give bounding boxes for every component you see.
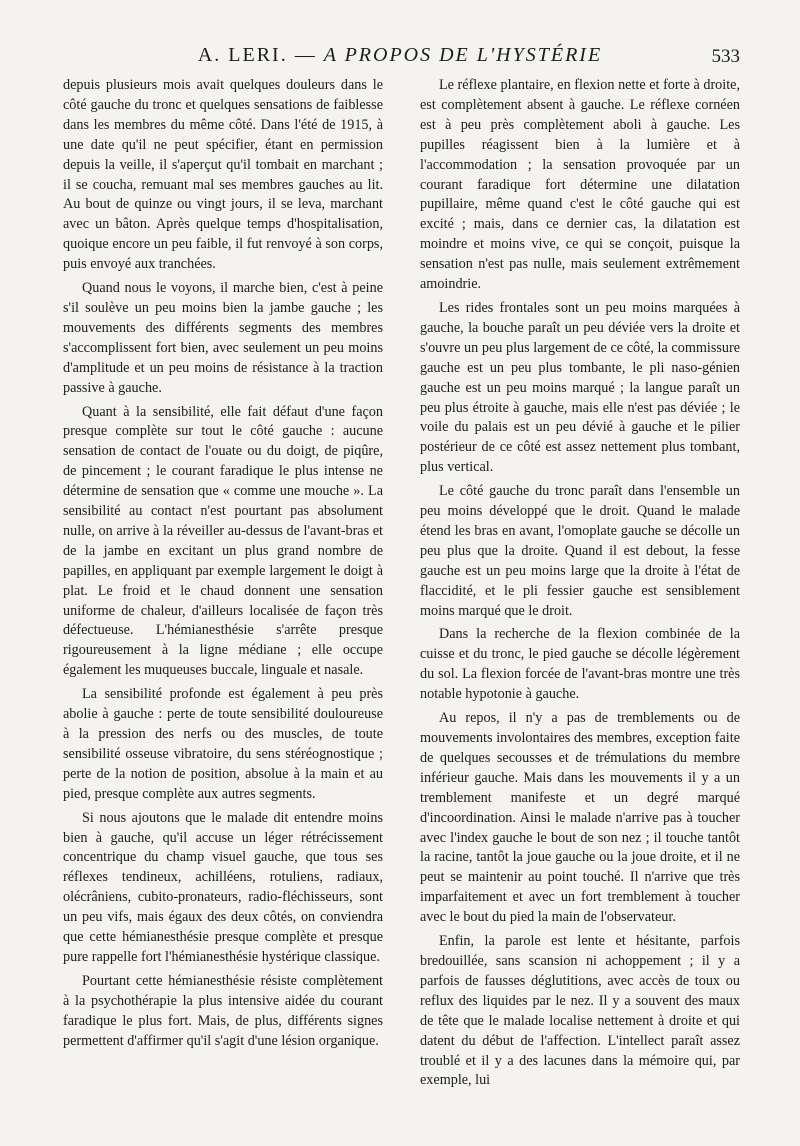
running-title: [60, 44, 740, 67]
running-author: A. LERI.: [197, 44, 288, 66]
paragraph: Pourtant cette hémianesthésie résiste complètement à la psychothérapie la plus intensive aidée du courant faradique le plus fort. Mais, de plus, différents signes permettent d'affirmer qu'il s'agit d'une lésion organique.: [63, 972, 383, 1049]
paragraph: Enfin, la parole est lente et hésitante, parfois bredouillée, sans scansion ni achoppement ; il y a parfois de fausses déglutitions, avec accès de toux ou reflux des liquides par le nez. Il y a souvent des maux de tête que le malade localise nettement à droite et qui datent du début de l'affection. L'intellect paraît assez troublé et il y a des lacunes dans la mémoire qui, par exemple, lui: [420, 933, 740, 1089]
running-article-title: A PROPOS DE L'HYSTÉRIE: [323, 44, 603, 66]
left-column: [63, 76, 383, 1056]
right-column: [420, 76, 740, 1095]
running-head: [60, 40, 740, 74]
paragraph: Au repos, il n'y a pas de tremblements ou de mouvements involontaires des membres, exception faite de quelques secousses et de trémulations du membre inférieur gauche. Mais dans les mouvements il y a un tremblement manifeste et un degré marqué d'incoordination. Ainsi le malade n'arrive pas à toucher avec l'index gauche le bout de son nez ; il touche tantôt la racine, tantôt la joue gauche ou la joue droite, et il ne peut se maintenir au point touché. Il n'arrive que très imparfaitement et avec un fort tremblement à toucher avec le bout du pied la main de l'observateur.: [420, 710, 740, 926]
paragraph: Quant à la sensibilité, elle fait défaut d'une façon presque complète sur tout le côté gauche : aucune sensation de contact de l'ouate ou du doigt, de piqûre, de pincement ; le courant faradique le plus intense ne détermine de sensation que « comme une mouche ». La sensibilité au contact n'est pourtant pas absolument nulle, on arrive à la réveiller au-dessus de l'avant-bras et de la jambe en excitant un plus grand nombre de papilles, en appliquant par exemple largement le doigt à plat. Le froid et le chaud donnent une sensation uniforme de chaleur, d'ailleurs localisée de façon très défectueuse. L'hémianesthésie s'arrête presque rigoureusement à la ligne médiane ; elle occupe également les muqueuses buccale, linguale et nasale.: [63, 403, 383, 679]
paragraph: Le réflexe plantaire, en flexion nette et forte à droite, est complètement absent à gauche. Le réflexe cornéen est à peu près complètement aboli à gauche. Les pupilles réagissent bien à la lumière et à l'accommodation ; la sensation provoquée par un courant faradique fort détermine une dilatation pupillaire, même quand c'est le côté gauche qui est excité ; mais, dans ce dernier cas, la dilatation est moindre et moins vive, ce qui se conçoit, puisque la sensation n'est pas nulle, mais seulement extrêmement amoindrie.: [420, 77, 740, 293]
paragraph: Les rides frontales sont un peu moins marquées à gauche, la bouche paraît un peu déviée vers la droite et s'ouvre un peu plus largement de ce côté, la commissure gauche est un peu plus tombante, le pli naso-génien gauche est un peu moins marqué ; la langue paraît un peu plus étroite à gauche, mais elle n'est pas déviée ; le voile du palais est un peu dévié à gauche et le pilier postérieur de ce côté est assez nettement plus tombant, plus vertical.: [420, 299, 740, 476]
page-number: 533: [711, 46, 740, 67]
paragraph: Quand nous le voyons, il marche bien, c'est à peine s'il soulève un peu moins bien la jambe gauche ; les mouvements des différents segments des membres s'accomplissent fort bien, avec seulement un peu moins d'amplitude et un peu moins de résistance à la traction passive à gauche.: [63, 280, 383, 396]
paragraph: Dans la recherche de la flexion combinée de la cuisse et du tronc, le pied gauche se décolle légèrement du sol. La flexion forcée de l'avant-bras montre une très notable hypotonie à gauche.: [420, 626, 740, 703]
running-separator: —: [287, 44, 324, 66]
paragraph: depuis plusieurs mois avait quelques douleurs dans le côté gauche du tronc et quelques sensations de faiblesse dans les membres du même côté. Dans l'été de 1915, à une date qu'il ne peut spécifier, étant en permission depuis la veille, il s'aperçut qu'il tombait en marchant ; il se coucha, remuant mal ses membres gauches au lit. Au bout de quinze ou vingt jours, il se leva, marchant avec un bâton. Après quelque temps d'hospitalisation, quoique encore un peu faible, il fut renvoyé à son corps, puis envoyé aux tranchées.: [63, 77, 383, 273]
paragraph: La sensibilité profonde est également à peu près abolie à gauche : perte de toute sensibilité douloureuse à la pression des nerfs ou des muscles, de toute sensibilité osseuse vibratoire, du sens stéréognostique ; perte de la notion de position, absolue à la main et au pied, presque complète aux autres segments.: [63, 686, 383, 802]
paragraph: Si nous ajoutons que le malade dit entendre moins bien à gauche, qu'il accuse un léger rétrécissement concentrique du champ visuel gauche, que tous ses réflexes tendineux, achilléens, rotuliens, radiaux, olécrâniens, cubito-pronateurs, radio-fléchisseurs, sont un peu vifs, mais égaux des deux côtés, on conviendra que cette hémianesthésie presque complète et presque pure rappelle fort l'hémianesthésie hystérique classique.: [63, 809, 383, 965]
paragraph: Le côté gauche du tronc paraît dans l'ensemble un peu moins développé que le droit. Quand le malade étend les bras en avant, l'omoplate gauche se décolle un peu plus que la droite. Quand il est debout, la fesse gauche est un peu moins large que la droite à l'état de flaccidité, et le pli fessier gauche est sensiblement moins marqué que le droit.: [420, 483, 740, 619]
